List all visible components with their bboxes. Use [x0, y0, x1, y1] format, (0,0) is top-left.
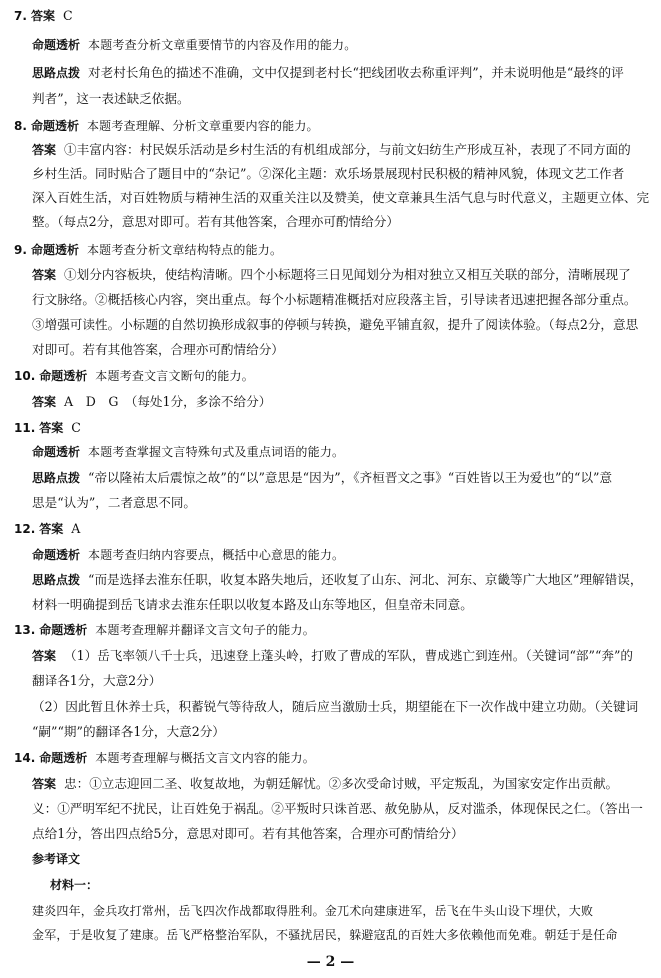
question-number: 11.: [14, 421, 36, 435]
question-number: 13.: [14, 623, 36, 637]
section-label: 思路点拨: [32, 471, 81, 485]
line-text: ③增强可读性。小标题的自然切换形成叙事的停顿与转换，避免平铺直叙，提升了阅读体验。（每点2分，意思: [32, 317, 639, 332]
text-line: [32, 799, 652, 818]
line-text: C: [62, 8, 73, 23]
line-text: 对老村长角色的描述不准确，文中仅提到老村长“把线团收去称重评判”，并未说明他是“最终的评: [88, 65, 624, 80]
line-text: A: [71, 521, 81, 536]
line-text: 材料一明确提到岳飞请求去淮东任职以收复本路及山东等地区，但皇帝未同意。: [32, 597, 473, 612]
question-number: 12.: [14, 522, 36, 536]
text-line: [32, 164, 652, 183]
text-line: [32, 89, 652, 108]
translation-heading: [32, 849, 652, 869]
section-label: 命题透析: [30, 119, 79, 133]
line-text: 乡村生活。同时贴合了题目中的“杂记”。②深化主题：欢乐场景展现村民积极的精神风貌，体现文艺工作者: [32, 166, 625, 181]
line-text: （2）因此暂且休养士兵，积蓄锐气等待敌人，随后应当激励士兵，期望能在下一次作战中建立功勋。（关键词: [32, 699, 639, 714]
text-line: [32, 722, 652, 741]
line-text: 思是“认为”，二者意思不同。: [32, 495, 197, 510]
line-text: “嗣”“期”的翻译各1分，大意2分）: [32, 724, 225, 739]
text-line: [32, 340, 652, 359]
section-label: 材料一：: [50, 878, 99, 892]
line-text: 点给1分，答出四点给5分，意思对即可。若有其他答案，合理亦可酌情给分）: [32, 826, 464, 841]
q10-answer-line: [32, 392, 652, 412]
section-label: 命题透析: [32, 548, 81, 562]
text-line: [32, 315, 652, 334]
question-number: 14.: [14, 751, 36, 765]
section-label: 命题透析: [32, 38, 81, 52]
section-label: 答案: [39, 421, 64, 435]
line-text: 深入百姓生活，对百姓物质与精神生活的双重关注以及赞美，使文章兼具生活气息与时代意义，主题更立体、完: [32, 190, 650, 205]
q13-analysis-line: [14, 620, 654, 640]
line-text: ①丰富内容：村民娱乐活动是乡村生活的有机组成部分，与前文妇纺生产形成互补，表现了不同方面的: [64, 142, 631, 157]
section-label: 答案: [32, 268, 57, 282]
section-label: 答案: [39, 522, 64, 536]
q11-hint-line: [32, 468, 652, 488]
line-text: “而是选择去淮东任职，收复本路失地后，还收复了山东、河北、河东、京畿等广大地区”理解错误，: [88, 572, 643, 587]
q7-analysis-line: [32, 35, 652, 55]
q12-hint-line: [32, 570, 652, 590]
material-heading: [50, 875, 652, 895]
section-label: 思路点拨: [32, 573, 81, 587]
line-text: 对即可。若有其他答案，合理亦可酌情给分）: [32, 342, 284, 357]
section-label: 参考译文: [32, 852, 81, 866]
translation-text-line: [32, 925, 652, 945]
q10-analysis-line: [14, 366, 654, 386]
text-line: [32, 697, 652, 716]
question-number: 7.: [14, 9, 27, 23]
q11-answer-line: [14, 418, 654, 438]
q8-answer-line: [32, 140, 652, 160]
q9-answer-line: [32, 265, 652, 285]
section-label: 命题透析: [32, 445, 81, 459]
q14-analysis-line: [14, 748, 654, 768]
section-label: 答案: [32, 649, 57, 663]
line-text: 行文脉络。②概括核心内容，突出重点。每个小标题精准概括对应段落主旨，引导读者迅速把握各部分重点。: [32, 292, 637, 307]
q13-answer-line: [32, 646, 652, 666]
q12-analysis-line: [32, 545, 652, 565]
text-line: [32, 824, 652, 843]
text-line: [32, 212, 652, 231]
line-text: 本题考查文言文断句的能力。: [95, 369, 254, 383]
q8-analysis-line: [14, 116, 654, 136]
q11-analysis-line: [32, 442, 652, 462]
line-text: 义：①严明军纪不扰民，让百姓免于祸乱。②平叛时只诛首恶、赦免胁从，反对滥杀，体现保民之仁。（答出一: [32, 801, 643, 816]
section-label: 命题透析: [39, 751, 88, 765]
section-label: 答案: [32, 777, 57, 791]
line-text: 本题考查分析文章重要情节的内容及作用的能力。: [88, 38, 357, 52]
section-label: 答案: [32, 143, 57, 157]
line-text: C: [71, 420, 81, 435]
line-text: 本题考查分析文章结构特点的能力。: [86, 243, 283, 257]
page-number: — 2 —: [306, 954, 355, 970]
line-text: 建炎四年，金兵攻打常州，岳飞四次作战都取得胜利。金兀术向建康进军，岳飞在牛头山设下埋伏，大败: [32, 904, 594, 918]
line-text: A D G （每处1分，多涂不给分）: [64, 394, 272, 409]
line-text: ①划分内容板块，使结构清晰。四个小标题将三日见闻划分为相对独立又相互关联的部分，清晰展现了: [64, 267, 631, 282]
line-text: 本题考查理解、分析文章重要内容的能力。: [86, 119, 319, 133]
text-line: [32, 188, 652, 207]
line-text: 金军，于是收复了建康。岳飞严格整治军队，不骚扰居民，躲避寇乱的百姓大多依赖他而免难。朝廷于是任命: [32, 928, 618, 942]
section-label: 命题透析: [30, 243, 79, 257]
question-number: 8.: [14, 119, 27, 133]
q7-answer-line: [14, 6, 654, 26]
text-line: [32, 493, 652, 512]
line-text: 本题考查归纳内容要点，概括中心意思的能力。: [88, 548, 345, 562]
line-text: 翻译各1分，大意2分）: [32, 673, 162, 688]
q7-hint-line: [32, 63, 652, 83]
line-text: 本题考查理解并翻译文言文句子的能力。: [95, 623, 315, 637]
line-text: （1）岳飞率领八千士兵，迅速登上蓬头岭，打败了曹成的军队，曹成逃亡到连州。（关键词“部”“奔”的: [64, 648, 634, 663]
line-text: 本题考查掌握文言特殊句式及重点词语的能力。: [88, 445, 345, 459]
section-label: 答案: [30, 9, 55, 23]
section-label: 命题透析: [39, 369, 88, 383]
translation-text-line: [32, 901, 652, 921]
text-line: [32, 595, 652, 614]
section-label: 答案: [32, 395, 57, 409]
section-label: 命题透析: [39, 623, 88, 637]
line-text: 判者”，这一表述缺乏依据。: [32, 91, 190, 106]
q14-answer-line: [32, 774, 652, 794]
question-number: 9.: [14, 243, 27, 257]
section-label: 思路点拨: [32, 66, 81, 80]
q12-answer-line: [14, 519, 654, 539]
line-text: “帝以隆祐太后震惊之故”的“以”意思是“因为”，《齐桓晋文之事》“百姓皆以王为爱也”的“以”意: [88, 470, 613, 485]
line-text: 本题考查理解与概括文言文内容的能力。: [95, 751, 315, 765]
line-text: 忠：①立志迎回二圣、收复故地，为朝廷解忧。②多次受命讨贼，平定叛乱，为国家安定作出贡献。: [64, 776, 619, 791]
question-number: 10.: [14, 369, 36, 383]
line-text: 整。（每点2分，意思对即可。若有其他答案，合理亦可酌情给分）: [32, 214, 399, 229]
text-line: [32, 290, 652, 309]
q9-analysis-line: [14, 240, 654, 260]
text-line: [32, 671, 652, 690]
